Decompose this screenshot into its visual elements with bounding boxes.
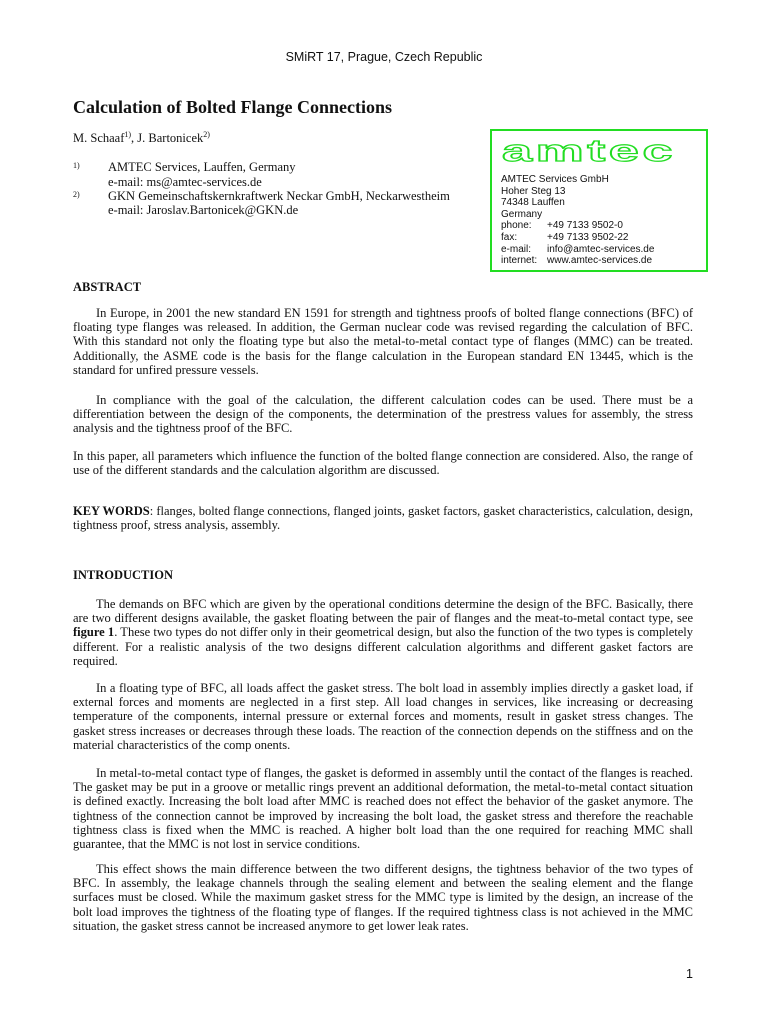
affiliation-text: GKN Gemeinschaftskernkraftwerk Neckar GmbH, Neckarwestheim xyxy=(108,189,450,203)
fax-value: +49 7133 9502-22 xyxy=(547,231,629,243)
paper-title: Calculation of Bolted Flange Connections xyxy=(73,97,393,117)
fax-label: fax: xyxy=(501,231,518,243)
affiliation-text: AMTEC Services, Lauffen, Germany xyxy=(108,160,296,174)
internet-label: internet: xyxy=(501,255,538,267)
author-email: e-mail: Jaroslav.Bartonicek@GKN.de xyxy=(108,203,299,217)
country-line: Germany xyxy=(501,208,543,220)
author-email: e-mail: ms@amtec-services.de xyxy=(108,175,262,189)
affiliation-number: 2) xyxy=(73,190,80,199)
phone-value: +49 7133 9502-0 xyxy=(547,220,623,232)
introduction-heading: INTRODUCTION xyxy=(73,568,174,582)
keywords-text: : flanges, bolted flange connections, flanged joints, gasket factors, gasket characteristics, calculation, design, tightness proof, stress analysis, assembly. xyxy=(73,504,693,533)
paragraph-text: The demands on BFC which are given by the operational conditions determine the design of the BFC. Basically, there are two different designs available, the gasket floating between the pair of flanges and the meat-to-metal contact type, see xyxy=(73,597,693,626)
affiliation-mark: 1) xyxy=(124,129,132,139)
page-header: SMiRT 17, Prague, Czech Republic xyxy=(285,50,483,64)
email-label: e-mail: xyxy=(501,243,532,255)
street-address: Hoher Steg 13 xyxy=(501,185,566,197)
figure-reference: figure 1 xyxy=(73,625,115,640)
page-number: 1 xyxy=(686,967,693,981)
affiliation-number: 1) xyxy=(73,161,80,170)
abstract-heading: ABSTRACT xyxy=(73,280,142,294)
author-list xyxy=(73,131,210,146)
amtec-logo-text: amtec xyxy=(502,137,676,165)
abstract-paragraph-2: In compliance with the goal of the calculation, the different calculation codes can be used. There must be a differentiation between the design of the components, the determination of the prestress values for assembly, the stress analysis and the tightness proof of the BFC. xyxy=(73,393,693,436)
email-value: info@amtec-services.de xyxy=(547,243,655,255)
email-row xyxy=(501,244,654,256)
phone-label: phone: xyxy=(501,220,532,232)
introduction-paragraph-2: In a floating type of BFC, all loads affect the gasket stress. The bolt load in assembly implies directly a gasket load, if external forces and moments are neglected in a first step. All load changes in services, like increasing or decreasing temperature of the components, internal pressure or external forces and moments, result in gasket stress changes. The gasket stress increases or decreases through these loads. The reaction of the connection depends on the stiffness and on the material characteristics of the comp onents. xyxy=(73,681,693,752)
company-name: AMTEC Services GmbH xyxy=(501,174,609,185)
affiliation-mark: 2) xyxy=(203,129,210,139)
introduction-paragraph-3: In metal-to-metal contact type of flanges, the gasket is deformed in assembly until the contact of the flanges is reached. The gasket may be put in a groove or metallic rings prevent an additional deformation, the metal-to-metal contact situation is defined exactly. Increasing the bolt load after MMC is reached does not effect the behavior of the gasket anymore. The tightness of the connection cannot be improved by increasing the bolt load, the gasket stress and therefore the reachable tightness class is fixed when the MMC is reached. A higher bolt load than the one required for reaching MMC shall guarantee, that the MMC is not lost in service conditions. xyxy=(73,766,693,852)
fax-row xyxy=(501,232,654,244)
abstract-paragraph-1: In Europe, in 2001 the new standard EN 1591 for strength and tightness proofs of bolted flange connections (BFC) of floating type flanges was released. In addition, the German nuclear code was revised regarding the calculation of BFC. With this standard not only the floating type but also the metal-to-metal contact type of flanges (MMC) can be treated. Additionally, the ASME code is the basis for the flange calculation in the European standard EN 13445, which is the standard for unfired pressure vessels. xyxy=(73,306,693,377)
phone-row xyxy=(501,220,654,232)
amtec-address xyxy=(501,174,654,267)
paragraph-text: . These two types do not differ only in their geometrical design, but also the function of the two types is completely different. For a realistic analysis of the two designs different calculation algorithms and different gasket factors are required. xyxy=(73,625,693,668)
amtec-logo xyxy=(500,137,680,165)
amtec-contact-box xyxy=(490,129,708,272)
city-line: 74348 Lauffen xyxy=(501,197,565,209)
author-separator: , xyxy=(131,131,138,145)
internet-value: www.amtec-services.de xyxy=(547,255,653,267)
keywords-paragraph xyxy=(73,504,693,532)
internet-row xyxy=(501,255,654,267)
introduction-paragraph-1 xyxy=(73,597,693,668)
keywords-label: KEY WORDS xyxy=(73,504,150,518)
abstract-paragraph-3: In this paper, all parameters which influence the function of the bolted flange connection are considered. Also, the range of use of the different standards and the calculation algorithm are discussed. xyxy=(73,449,693,478)
introduction-paragraph-4: This effect shows the main difference between the two different designs, the tightness behavior of the two types of BFC. In assembly, the leakage channels through the sealing element and between the sealing element and the flange surfaces must be closed. While the maximum gasket stress for the MMC type is limited by the design, an increase of the bolt load improves the tightness of the floating type of flanges. If the required tightness class is not achieved in the MMC situation, the gasket stress cannot be increased anymore to get lower leak rates. xyxy=(73,862,693,933)
author-name: J. Bartonicek xyxy=(137,131,204,145)
author-name: M. Schaaf xyxy=(73,131,125,145)
